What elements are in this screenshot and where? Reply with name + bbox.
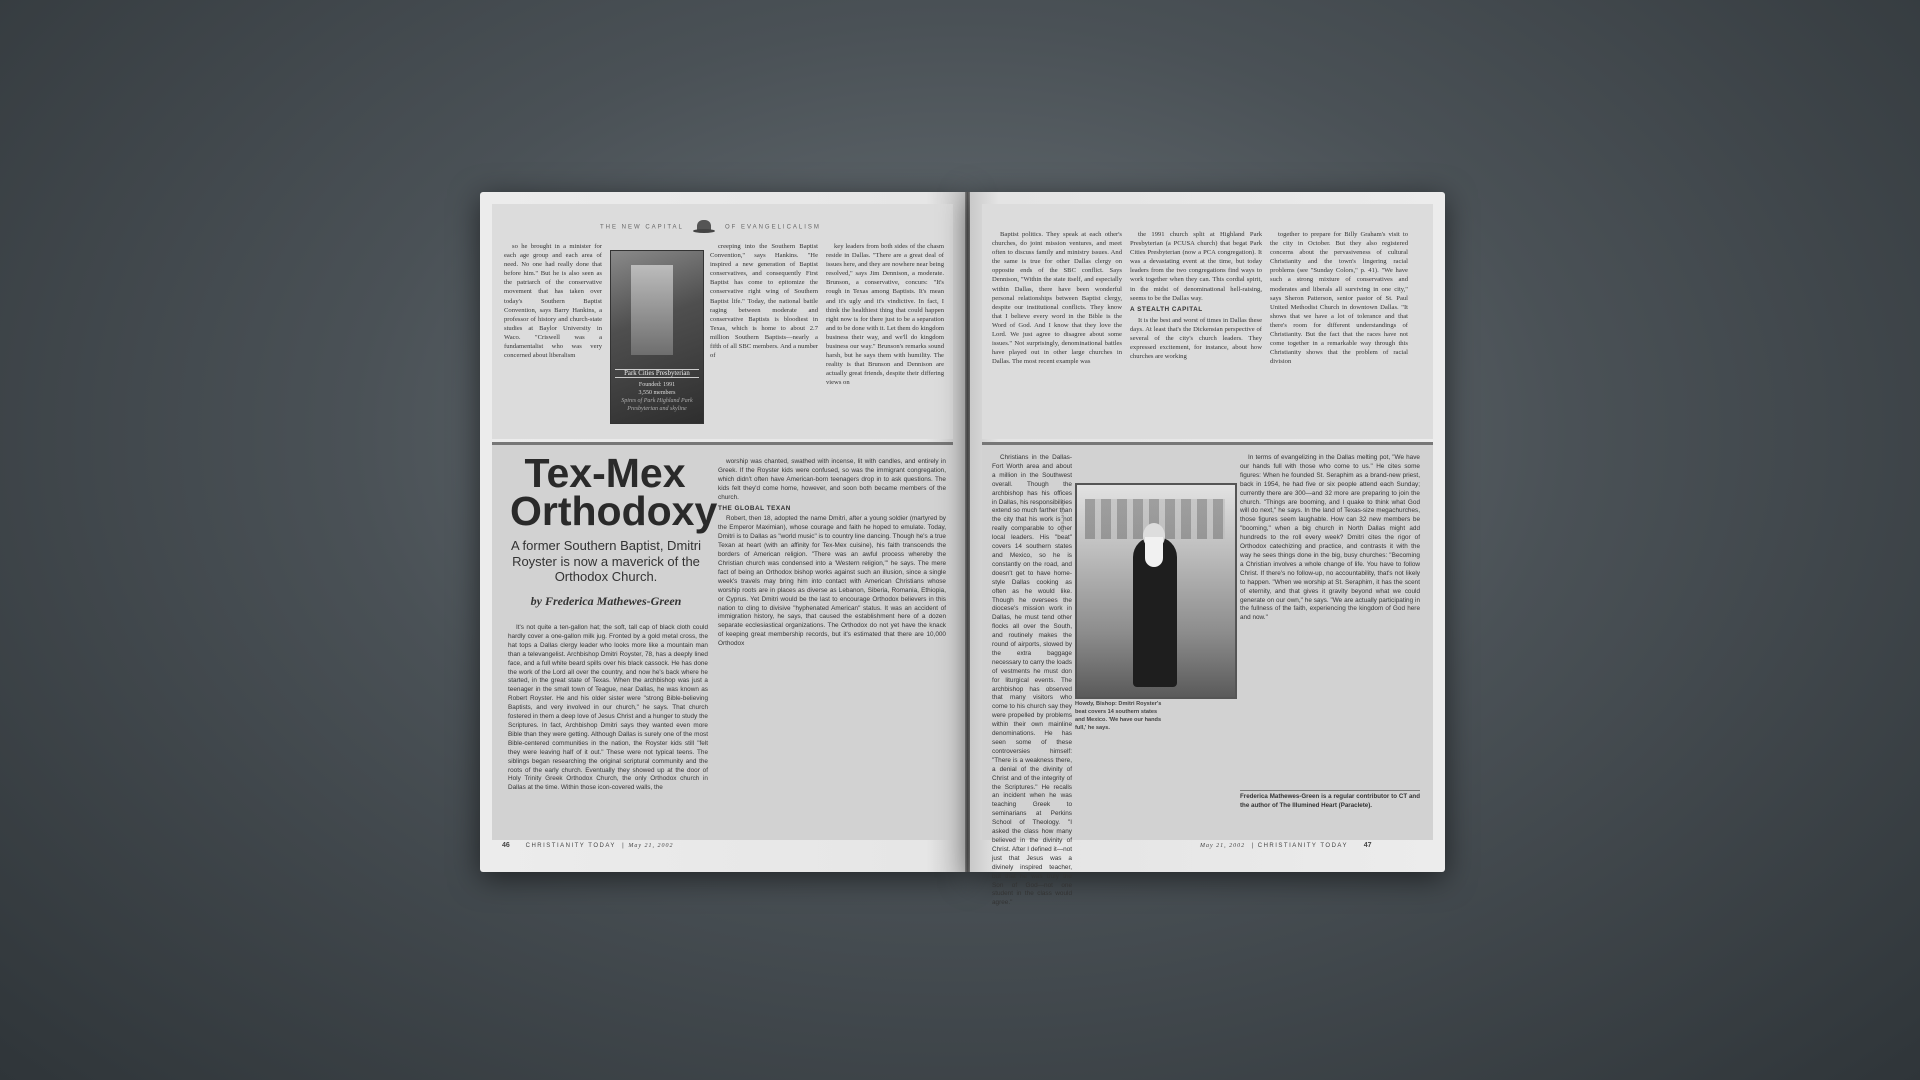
photo-church-name: Park Cities Presbyterian [615,369,699,378]
article-deck: A former Southern Baptist, Dmitri Royster is now a maverick of the Orthodox Church. [510,538,701,584]
issue-date: May 21, 2002 [1200,843,1246,849]
issue-date: May 21, 2002 [628,843,674,849]
church-photo [610,250,704,424]
article-title: Tex-Mex Orthodoxy [510,450,718,534]
paragraph: In terms of evangelizing in the Dallas melting pot, "We have our hands full with those who come to us." He cites some figures: When he founded St. Seraphim as a brand-new priest, back in 1954, he had five or six people attend each Sunday; currently there are 300—and 32 more are preparing to join the church. "Things are booming, and I quake to think what God will do next," he says. In the land of Texas-size megachurches, those figures seem laughable. How can 32 new members be "booming," when a big church in North Dallas might add hundreds to the roll every week? Dmitri cites the rigor of Orthodox catechizing and practice, and contrasts it with the way he sees things done in the big, busy churches: "Becoming a Christian involves a whole change of life. You have to follow Christ. If there's no follow-up, no accountability, that's not likely to happen. "When we worship at St. Seraphim, it has the scent of eternity, and that gives it gravity beyond what we could generate on our own," he says. "We are actually participating in the fullness of the faith, experiencing the kingdom of God here and now." [1240,454,1420,622]
cowboy-hat-icon [693,220,715,234]
right-footer: May 21, 2002 | CHRISTIANITY TODAY 47 [1200,842,1372,849]
running-head [600,220,821,234]
running-head-right: OF EVANGELICALISM [725,224,821,231]
right-top-col-2 [1130,230,1262,427]
left-footer: 46 CHRISTIANITY TODAY | May 21, 2002 [502,842,674,849]
magazine-name: CHRISTIANITY TODAY [525,843,616,849]
right-top-col-1 [992,230,1122,427]
article-byline: by Frederica Mathewes-Green [530,594,682,608]
section-subhead: THE GLOBAL TEXAN [718,504,791,512]
paragraph: Baptist politics. They speak at each other's churches, do joint mission ventures, and meet often to discuss family and ministry issues. And the same is true for other Dallas clergy on opposite ends of the SBC conflict. Says Dennison, "Within the state itself, and especially within Dallas, there have been wonderful personal relationships between Baptist clergy, despite our institutional conflicts. They know that I believe every word in the Bible is the Word of God. And I know that they love the Lord. We just agree to disagree about some issues." Not surprisingly, denominational battles have played out in other large churches in Dallas. The most recent example was [992,231,1122,366]
left-top-col-4 [826,242,944,427]
left-top-col-3 [710,242,818,427]
right-page [970,192,1445,907]
photo-note: Spires of Park Highland Park Presbyterian and skyline [621,398,693,412]
photo-credit: ROB MCKAY [1060,499,1065,532]
paragraph: worship was chanted, swathed with incense, lit with candles, and entirely in Greek. If the Royster kids were confused, so was the immigrant congregation, which didn't often have American-born teenagers drop in to ask questions. The kids felt they'd come home, however, and soon both became members of the church. [718,458,946,501]
paragraph: the 1991 church split at Highland Park Presbyterian (a PCUSA church) that begat Park Cities Presbyterian (now a PCA congregation). It was a devastating event at the time, but today leaders from the two congregations find ways to work together when they can. This cordial spirit, in the midst of denominational hell-raising, seems to be the Dallas way. [1130,231,1262,302]
archbishop-photo [1075,483,1237,699]
article-col-2 [718,458,946,834]
right-bottom-col-2 [1240,454,1420,784]
paragraph: Christians in the Dallas-Fort Worth area and about a million in the Southwest overall. Though the archbishop has his offices in Dallas, his responsibilities extend so much farther than the city that his work is not really comparable to other local leaders. His "beat" covers 14 southern states and Mexico, so he is constantly on the road, and doesn't get to have home-style Dallas cooking as often as he would like. Though he oversees the diocese's mission work in Dallas, he must tend other flocks all over the South, and routinely makes the round of airports, slowed by the extra baggage necessary to carry the loads of vestments he must don for liturgical events. The archbishop has observed that many visitors who come to his church say they were propelled by problems within their own mainline denominations. He has seen some of these controversies himself: "There is a weakness there, a denial of the divinity of Christ and of the integrity of the Scriptures." He recalls an incident when he was teaching Greek to seminarians at Perkins School of Theology. "I asked the class how many believed in the divinity of Christ. After I defined it—not just that Jesus was a divinely inspired teacher, but that he was truly the Son of God—not one student in the class would agree." [992,454,1072,907]
photo-members: 3,550 members [638,390,676,396]
magazine-spread [480,192,1445,907]
left-top-col-1 [504,242,602,427]
paragraph: Robert, then 18, adopted the name Dmitri, after a young soldier (martyred by the Emperor Maximian), whose courage and faith he hoped to emulate. Today, Dmitri is to Dallas as "world music" is to country line dancing. Though he's a true Texan at heart (with an affinity for Tex-Mex cuisine), his faith transcends the borders of American religion. "There was an awful process whereby the Christian church was condensed into a 'Western religion,'" he says. The mere fact of being an Orthodox bishop works against such an illusion, since a single week's travels may bring him into contact with American Christians whose worship roots are in places as diverse as Lebanon, Siberia, Romania, Ethiopia, or Cyprus. Yet Dmitri would be the last to encourage Orthodox believers in this nation to cling to divisive "hyphenated American" status. It was an accident of immigration history, he says, that caused the establishment here of a dozen separate ecclesiastical organizations. The Orthodox do not yet have the knack of keeping great membership records, but it's estimated that there are 10,000 Orthodox [718,515,946,648]
page-number: 47 [1363,842,1372,849]
right-top-col-3 [1270,230,1408,427]
author-bio: Frederica Mathewes-Green is a regular contributor to CT and the author of The Illumined Heart (Paraclete). [1240,790,1420,810]
paragraph: It is the best and worst of times in Dallas these days. At least that's the Dickensian perspective of several of the city's church leaders. They expressed excitement, for instance, about how churches are working [1130,316,1262,361]
running-head-left: THE NEW CAPITAL [600,224,684,231]
page-number: 46 [502,842,510,849]
paragraph: creeping into the Southern Baptist Convention," says Hankins. "He inspired a new generation of Baptist conservatives, and consequently First Baptist has come to epitomize the conservative right wing of Southern Baptist life." Today, the national battle raging between moderate and conservative Baptists is bloodiest in Texas, which is home to about 2.7 million Southern Baptists—nearly a fifth of all SBC members. And a number of [710,243,818,360]
magazine-name: CHRISTIANITY TODAY [1257,843,1348,849]
paragraph: together to prepare for Billy Graham's visit to the city in October. But they also registered concerns about the pervasiveness of cultural Christianity and the town's lingering racial problems (see "Sunday Colors," p. 41). "We have such a strong mixture of conservatives and moderates and liberals all surviving in one city," says Sheron Patterson, senior pastor of St. Paul United Methodist Church in downtown Dallas. "It shows that we have a lot of tolerance and that there's room for different understandings of Christianity. But the fact that the races have not come together in a remarkable way through this Christianity shows that the problem of racial division [1270,231,1408,366]
left-page [480,192,965,872]
photo-caption: Howdy, Bishop: Dmitri Royster's beat covers 14 southern states and Mexico. 'We have our hands full,' he says. [1075,701,1162,731]
paragraph: It's not quite a ten-gallon hat; the soft, tall cap of black cloth could hardly cover a one-gallon milk jug. Fronted by a gold metal cross, the hat tops a Dallas clergy leader who looks more like a mountain man than a televangelist. Archbishop Dmitri Royster, 78, has a deeply lined face, and a full white beard spills over his black cassock. He has done the work of the Lord all over the country, and now he's back where he started, in the great state of Texas. When the archbishop was just a teenager in the small town of Teague, near Dallas, he was known as Robert Royster. He and his older sister were "strong Bible-believing Baptists, and very involved in our church," he says. That church fostered in them a deep love of Jesus Christ and a hunger to study the Scriptures. In fact, Archbishop Dmitri says they wanted even more Bible than they were getting. Although Dallas is surely one of the most Bible-centered communities in the nation, the Royster kids still "felt they were leaving half of it out." These were not typical teens. The siblings began researching the original scriptural community and the roots of the early church. Eventually they showed up at the door of Holy Trinity Greek Orthodox Church, the only Orthodox church in Dallas at the time. Within those icon-covered walls, the [508,624,708,792]
photo-church-info [615,381,699,413]
photo-founded: Founded: 1991 [638,382,676,388]
section-subhead: A STEALTH CAPITAL [1130,305,1203,313]
paragraph: so he brought in a minister for each age group and each area of need. No one had really done that before him." But he is also seen as the patriarch of the conservative movement that has taken over today's Southern Baptist Convention, says Barry Hankins, a professor of history and church-state studies at Baylor University in Waco. "Criswell was a fundamentalist who was very concerned about liberalism [504,243,602,360]
paragraph: key leaders from both sides of the chasm reside in Dallas. "There are a great deal of issues here, and they are nowhere near being resolved," says Jim Dennison, a moderate. Brunson, a conservative, concurs: "It's rough in Texas among Baptists. It's mean and it's ugly and it's vindictive. In fact, I think the healthiest thing that could happen right now is for there just to be a separation and to be done with it. Let them do kingdom business their way, and we'll do kingdom business our way." Brunson's remarks sound harsh, but he says them with humility. The reality is that Brunson and Dennison are actually great friends, despite their differing views on [826,243,944,387]
author-bio-wrap [1240,790,1420,830]
church-building-image [631,265,673,355]
archbishop-beard [1145,537,1163,567]
article-col-1 [508,624,708,834]
